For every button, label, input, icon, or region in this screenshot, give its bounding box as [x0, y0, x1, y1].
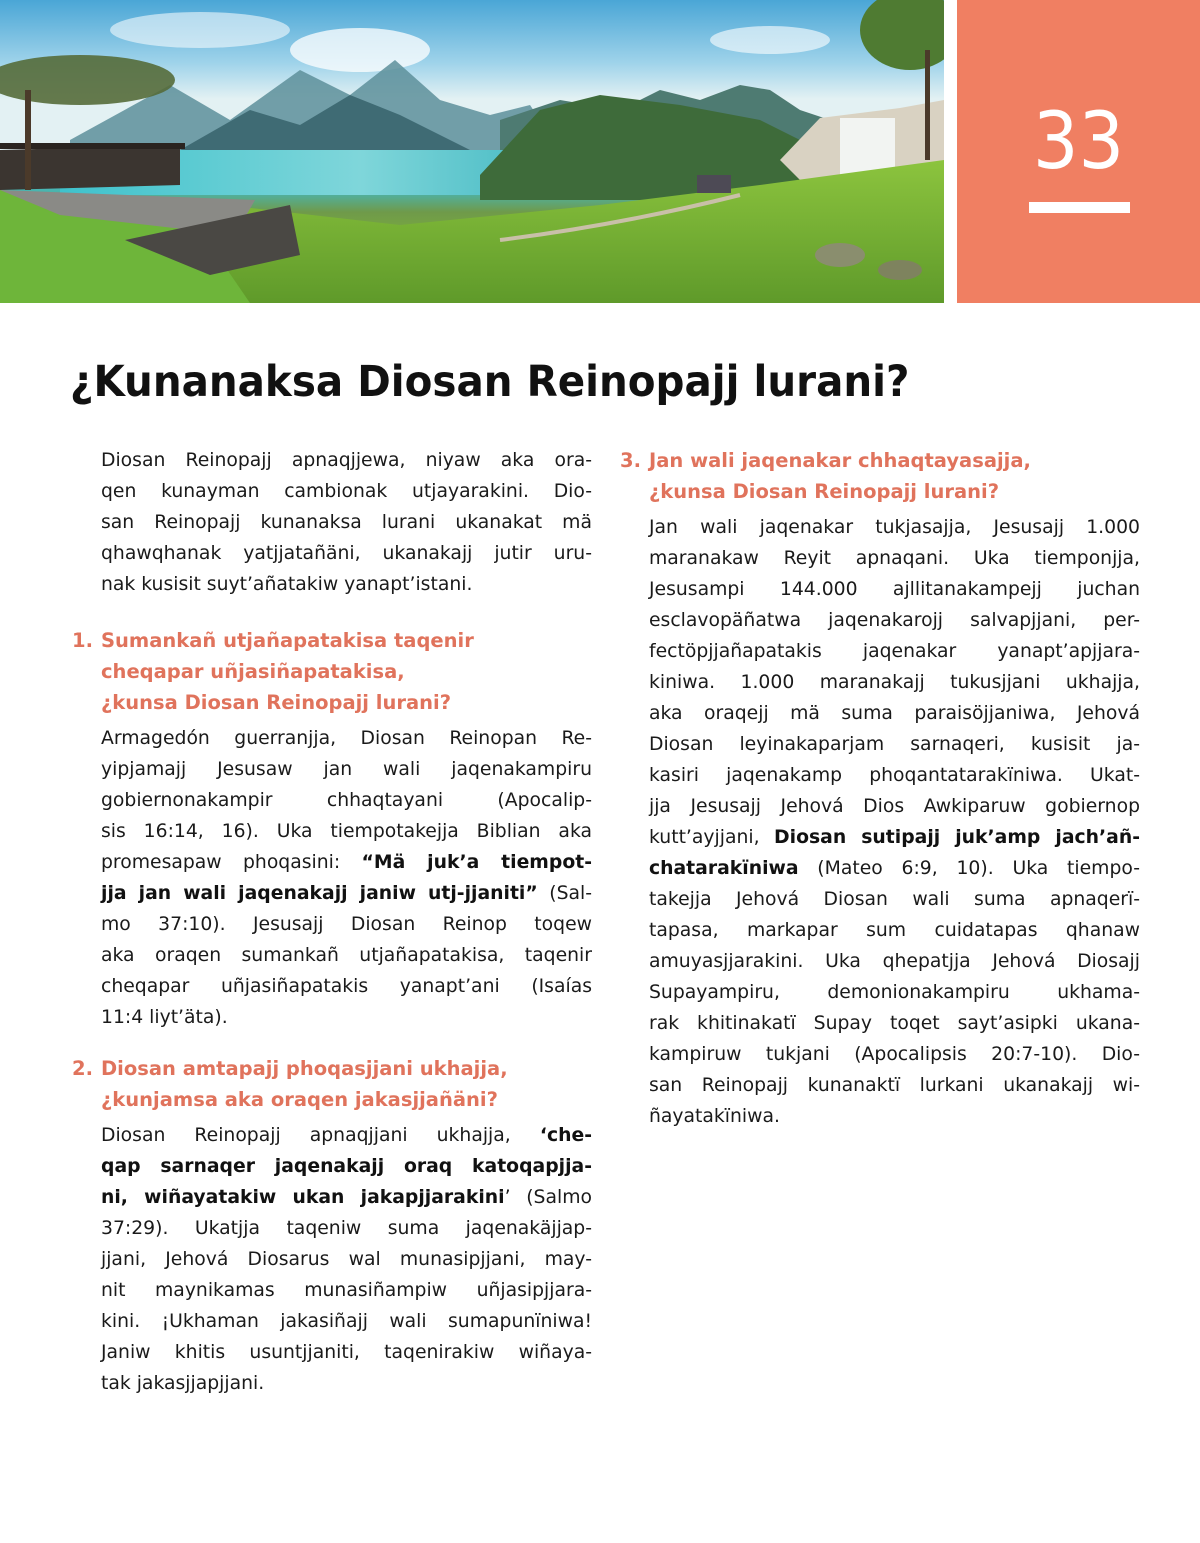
question-line: Jan wali jaqenakar chhaqtayasajja, [649, 449, 1031, 472]
body-line [101, 909, 592, 940]
body-text-run: aka oraqen sumankañ utjañapatakisa, taqenir [101, 945, 592, 966]
body-line [101, 1337, 592, 1368]
body-text-run: mo 37:10). Jesusajj Diosan Reinop toqew [101, 914, 592, 935]
question-text [101, 1053, 592, 1115]
body-text-run: 37:29). Ukatjja taqeniw suma jaqenakäjjap- [101, 1218, 592, 1239]
body-line [649, 822, 1140, 853]
question-line: Sumankañ utjañapatakisa taqenir [101, 629, 474, 652]
body-text-run: ñayatakïniwa. [649, 1106, 780, 1127]
question-text [649, 445, 1140, 507]
question-number: 2. [72, 1057, 93, 1080]
body-line [101, 1368, 592, 1399]
body-text-run: esclavopäñatwa jaqenakarojj salvapjjani, per- [649, 610, 1140, 631]
body-line [101, 1213, 592, 1244]
body-text-run: kasiri jaqenakamp phoqantatarakïniwa. Ukat- [649, 765, 1140, 786]
emphasized-quote: “Mä juk’a tiempot- [361, 852, 592, 873]
question-number: 3. [620, 449, 641, 472]
body-text-run: Diosan leyinakaparjam sarnaqeri, kusisit ja- [649, 734, 1140, 755]
section-2-body [101, 1120, 592, 1399]
body-line [649, 512, 1140, 543]
intro-line: qen kunayman cambionak utjayarakini. Dio- [101, 481, 592, 502]
intro-line: qhawqhanak yatjjatañäni, ukanakajj jutir uru- [101, 543, 592, 564]
body-line [101, 1151, 592, 1182]
section-3-body [649, 512, 1140, 1132]
question-line: ¿kunsa Diosan Reinopajj lurani? [101, 691, 452, 714]
section-3 [620, 445, 1140, 1132]
body-text-run: jjani, Jehová Diosarus wal munasipjjani, may- [101, 1249, 592, 1270]
page-title: ¿Kunanaksa Diosan Reinopajj lurani? [70, 357, 910, 407]
section-2-question [72, 1053, 592, 1115]
body-line [649, 760, 1140, 791]
body-text-run: Jesusampi 144.000 ajllitanakampejj juchan [649, 579, 1140, 600]
body-line [101, 1182, 592, 1213]
section-1-question [72, 625, 592, 718]
intro-line: nak kusisit suyt’añatakiw yanapt’istani. [101, 574, 473, 595]
question-text [101, 625, 592, 718]
body-text-run: (Mateo 6:9, 10). Uka tiempo- [798, 858, 1140, 879]
body-line [649, 1039, 1140, 1070]
body-text-run: amuyasjjarakini. Uka qhepatjja Jehová Diosajj [649, 951, 1140, 972]
section-2 [72, 1053, 592, 1399]
body-text-run: maranakaw Reyit apnaqani. Uka tiemponjja, [649, 548, 1140, 569]
body-line [649, 667, 1140, 698]
body-line [649, 915, 1140, 946]
body-line [649, 729, 1140, 760]
right-column [620, 445, 1140, 1132]
question-number: 1. [72, 629, 93, 652]
body-text-run: jja Jesusajj Jehová Dios Awkiparuw gobiernop [649, 796, 1140, 817]
section-3-question [620, 445, 1140, 507]
body-text-run: tak jakasjjapjjani. [101, 1373, 265, 1394]
body-text-run: Janiw khitis usuntjjaniti, taqenirakiw wiñaya- [101, 1342, 592, 1363]
body-line [649, 543, 1140, 574]
body-text-run: nit maynikamas munasiñampiw uñjasipjjara- [101, 1280, 592, 1301]
body-text-run: gobiernonakampir chhaqtayani (Apocalip- [101, 790, 592, 811]
body-text-run: (Sal- [537, 883, 592, 904]
body-text-run: fectöpjjañapatakis jaqenakar yanapt’apjjara- [649, 641, 1140, 662]
emphasized-quote: ni, wiñayatakiw ukan jakapjjarakini [101, 1187, 505, 1208]
body-text-run: rak khitinakatï Supay toqet sayt’asipki ukana- [649, 1013, 1140, 1034]
body-text-run: kiniwa. 1.000 maranakajj tukusjjani ukhajja, [649, 672, 1140, 693]
section-1-body [101, 723, 592, 1033]
body-line [649, 791, 1140, 822]
body-line [649, 946, 1140, 977]
body-line [649, 1070, 1140, 1101]
body-text-run: sis 16:14, 16). Uka tiempotakejja Biblian aka [101, 821, 592, 842]
intro-paragraph [101, 445, 592, 600]
question-line: cheqapar uñjasiñapatakisa, [101, 660, 405, 683]
landscape-illustration [0, 0, 944, 303]
body-line [101, 1275, 592, 1306]
body-line [101, 1306, 592, 1337]
body-text-run: Armagedón guerranjja, Diosan Reinopan Re- [101, 728, 592, 749]
body-text-run: aka oraqejj mä suma paraisöjjaniwa, Jehová [649, 703, 1140, 724]
body-text-run: yipjamajj Jesusaw jan wali jaqenakampiru [101, 759, 592, 780]
body-text-run: promesapaw phoqasini: [101, 852, 362, 873]
left-column [72, 445, 592, 1399]
body-text-run: takejja Jehová Diosan wali suma apnaqerï- [649, 889, 1140, 910]
section-1 [72, 625, 592, 1033]
chapter-number-box [957, 0, 1200, 303]
body-line [101, 940, 592, 971]
body-text-run: Diosan Reinopajj apnaqjjani ukhajja, [101, 1125, 540, 1146]
body-text-run: kampiruw tukjani (Apocalipsis 20:7-10). Dio- [649, 1044, 1140, 1065]
body-text-run: ’ (Salmo [504, 1187, 592, 1208]
body-line [649, 977, 1140, 1008]
emphasized-quote: chatarakïniwa [649, 858, 799, 879]
body-text-run: kini. ¡Ukhaman jakasiñajj wali sumapunïniwa! [101, 1311, 592, 1332]
body-line [101, 1002, 592, 1033]
emphasized-quote: jja jan wali jaqenakajj janiw utj-jjaniti” [101, 883, 538, 904]
body-text-run: kutt’ayjjani, [649, 827, 775, 848]
body-line [101, 1120, 592, 1151]
body-text-run: 11:4 liyt’äta). [101, 1007, 228, 1028]
body-line [649, 574, 1140, 605]
body-line [649, 1101, 1140, 1132]
body-line [101, 785, 592, 816]
body-line [101, 847, 592, 878]
body-line [101, 1244, 592, 1275]
emphasized-quote: ‘che- [539, 1125, 592, 1146]
body-text-run: cheqapar uñjasiñapatakis yanapt’ani (Isaías [101, 976, 592, 997]
body-text-run: Supayampiru, demonionakampiru ukhama- [649, 982, 1140, 1003]
body-line [101, 971, 592, 1002]
intro-line: san Reinopajj kunanaksa lurani ukanakat mä [101, 512, 592, 533]
body-line [649, 698, 1140, 729]
body-text-run: san Reinopajj kunanaktï lurkani ukanakajj wi- [649, 1075, 1140, 1096]
hero-landscape-image [0, 0, 944, 303]
body-line [101, 878, 592, 909]
body-line [101, 754, 592, 785]
body-text-run: Jan wali jaqenakar tukjasajja, Jesusajj 1.000 [649, 517, 1140, 538]
body-line [649, 884, 1140, 915]
body-line [101, 723, 592, 754]
body-line [649, 636, 1140, 667]
chapter-underline-rule [1029, 202, 1130, 213]
emphasized-quote: qap sarnaqer jaqenakajj oraq katoqapjja- [101, 1156, 592, 1177]
body-line [101, 816, 592, 847]
body-line [649, 605, 1140, 636]
emphasized-quote: Diosan sutipajj juk’amp jach’añ- [774, 827, 1140, 848]
question-line: ¿kunsa Diosan Reinopajj lurani? [649, 480, 1000, 503]
body-line [649, 1008, 1140, 1039]
question-line: ¿kunjamsa aka oraqen jakasjjañäni? [101, 1088, 498, 1111]
question-line: Diosan amtapajj phoqasjjani ukhajja, [101, 1057, 508, 1080]
body-line [649, 853, 1140, 884]
chapter-number: 33 [1032, 97, 1125, 187]
intro-line: Diosan Reinopajj apnaqjjewa, niyaw aka ora- [101, 450, 592, 471]
body-text-run: tapasa, markapar sum cuidatapas qhanaw [649, 920, 1140, 941]
